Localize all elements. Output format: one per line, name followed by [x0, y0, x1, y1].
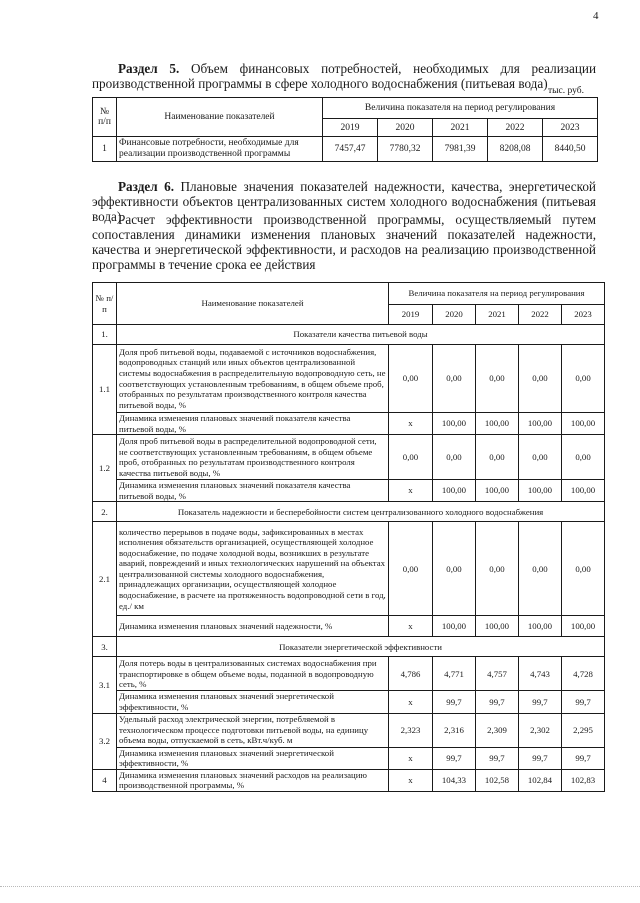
value-cell: 0,00 — [476, 522, 519, 616]
value-cell: 100,00 — [433, 616, 476, 637]
value-cell: 4,728 — [562, 657, 605, 691]
value-cell: x — [389, 480, 433, 502]
indicators-table — [92, 282, 605, 792]
value-cell: 0,00 — [562, 345, 605, 413]
row-number: 1.2 — [93, 435, 117, 502]
table-row — [93, 413, 605, 435]
value-cell: 0,00 — [519, 522, 562, 616]
value-cell: 4,757 — [476, 657, 519, 691]
value-cell: 99,7 — [476, 747, 519, 769]
t1-row-name: Финансовые потребности, необходимые для реализации производственной программы — [117, 137, 323, 162]
value-cell: 99,7 — [433, 747, 476, 769]
t2-year: 2020 — [433, 305, 476, 325]
page-number: 4 — [593, 10, 599, 22]
section-row — [93, 502, 605, 522]
row-number: 1. — [93, 325, 117, 345]
value-cell: 2,316 — [433, 713, 476, 747]
value-cell: 2,309 — [476, 713, 519, 747]
t2-year: 2021 — [476, 305, 519, 325]
value-cell: 99,7 — [476, 691, 519, 713]
value-cell: 99,7 — [562, 691, 605, 713]
t2-header-value: Величина показателя на период регулирования — [389, 283, 605, 305]
indicator-name: Доля проб питьевой воды, подаваемой с источников водоснабжения, водопроводных станций или иных объектов централизованной системы водоснабжения в распределительную водопроводную сеть, не соответствующих установленным требованиям, в общем объеме проб, отобранных по результатам производственного контроля качества питьевой воды, % — [117, 345, 389, 413]
indicator-name: Доля потерь воды в централизованных системах водоснабжения при транспортировке в общем объеме воды, поданной в водопроводную сеть, % — [117, 657, 389, 691]
t2-year: 2022 — [519, 305, 562, 325]
t2-year: 2023 — [562, 305, 605, 325]
t1-cell: 7780,32 — [378, 137, 433, 162]
value-cell: 0,00 — [519, 345, 562, 413]
t2-header-no: № п/ п — [93, 283, 117, 325]
value-cell: x — [389, 747, 433, 769]
section-title: Показатели качества питьевой воды — [117, 325, 605, 345]
value-cell: 100,00 — [476, 616, 519, 637]
value-cell: 100,00 — [476, 480, 519, 502]
section-row — [93, 637, 605, 657]
value-cell: 4,743 — [519, 657, 562, 691]
indicator-name: количество перерывов в подаче воды, зафиксированных в местах исполнения обязательств организацией, осуществляющей холодное водоснабжение, по подаче холодной воды, возникших в результате аварий, повреждений и иных технологических нарушений на объектах централизованной системы холодного водоснабжения, принадлежащих организации, осуществляющей холодное водоснабжение, в расчете на протяженность водопроводной сети в год, ед./ км — [117, 522, 389, 616]
value-cell: 102,58 — [476, 769, 519, 791]
value-cell: 99,7 — [519, 747, 562, 769]
value-cell: x — [389, 691, 433, 713]
indicator-name: Динамика изменения плановых значений энергетической эффективности, % — [117, 691, 389, 713]
value-cell: 0,00 — [389, 345, 433, 413]
row-number: 3.2 — [93, 713, 117, 769]
value-cell: x — [389, 769, 433, 791]
table-row — [93, 657, 605, 691]
value-cell: x — [389, 413, 433, 435]
t1-year: 2023 — [543, 119, 598, 137]
unit-label: тыс. руб. — [548, 86, 584, 96]
financial-needs-table — [92, 97, 598, 162]
value-cell: 102,84 — [519, 769, 562, 791]
indicator-name: Динамика изменения плановых значений расходов на реализацию производственной программы, % — [117, 769, 389, 791]
section-title: Показатели энергетической эффективности — [117, 637, 605, 657]
value-cell: 100,00 — [562, 480, 605, 502]
value-cell: 100,00 — [433, 413, 476, 435]
value-cell: 2,302 — [519, 713, 562, 747]
value-cell: 0,00 — [389, 522, 433, 616]
value-cell: 0,00 — [562, 435, 605, 480]
section5-label: Раздел 5. — [118, 61, 180, 76]
table-row — [93, 713, 605, 747]
section6-label: Раздел 6. — [118, 179, 174, 194]
table-row — [93, 435, 605, 480]
value-cell: 0,00 — [562, 522, 605, 616]
table-row — [93, 747, 605, 769]
value-cell: 4,786 — [389, 657, 433, 691]
row-number: 3. — [93, 637, 117, 657]
value-cell: 102,83 — [562, 769, 605, 791]
value-cell: 100,00 — [519, 616, 562, 637]
indicator-name: Доля проб питьевой воды в распределительной водопроводной сети, не соответствующих установленным требованиям, в общем объеме проб, отобранных по результатам производственного контроля качества питьевой воды, % — [117, 435, 389, 480]
value-cell: 0,00 — [476, 435, 519, 480]
t1-cell: 7981,39 — [433, 137, 488, 162]
t1-header-name: Наименование показателей — [117, 98, 323, 137]
table-row — [93, 616, 605, 637]
page-bottom-edge — [0, 886, 640, 887]
t1-cell: 8440,50 — [543, 137, 598, 162]
t1-header-no: № п/п — [93, 98, 117, 137]
value-cell: 100,00 — [562, 616, 605, 637]
t1-year: 2020 — [378, 119, 433, 137]
section5-text: Объем финансовых потребностей, необходимых для реализации производственной программы в сфере холодного водоснабжения (питьевая вода) — [92, 61, 597, 91]
section5-heading — [92, 61, 596, 91]
value-cell: 0,00 — [433, 435, 476, 480]
indicator-name: Удельный расход электрической энергии, потребляемой в технологическом процессе подготовки питьевой воды, на единицу объема воды, отпускаемой в сеть, кВт.ч/куб. м — [117, 713, 389, 747]
table-row — [93, 480, 605, 502]
value-cell: 99,7 — [562, 747, 605, 769]
t2-header-name: Наименование показателей — [117, 283, 389, 325]
value-cell: 100,00 — [476, 413, 519, 435]
row-number: 2. — [93, 502, 117, 522]
value-cell: 100,00 — [519, 480, 562, 502]
row-number: 1.1 — [93, 345, 117, 435]
section6-paragraph — [92, 212, 596, 272]
t1-cell: 7457,47 — [323, 137, 378, 162]
value-cell: 100,00 — [433, 480, 476, 502]
indicator-name: Динамика изменения плановых значений показателя качества питьевой воды, % — [117, 480, 389, 502]
table-row — [93, 522, 605, 616]
value-cell: x — [389, 616, 433, 637]
t1-cell: 8208,08 — [488, 137, 543, 162]
row-number: 2.1 — [93, 522, 117, 637]
value-cell: 4,771 — [433, 657, 476, 691]
section6-para2: Расчет эффективности производственной программы, осуществляемый путем сопоставления динамики изменения плановых значений показателей надежности, качества и энергетической эффективности, и расходов на реализацию производственной программы в течение срока ее действия — [92, 212, 596, 272]
t2-year: 2019 — [389, 305, 433, 325]
value-cell: 2,323 — [389, 713, 433, 747]
value-cell: 0,00 — [433, 345, 476, 413]
section-row — [93, 325, 605, 345]
value-cell: 99,7 — [433, 691, 476, 713]
row-number: 4 — [93, 769, 117, 791]
t1-year: 2021 — [433, 119, 488, 137]
value-cell: 100,00 — [562, 413, 605, 435]
row-number: 3.1 — [93, 657, 117, 713]
value-cell: 2,295 — [562, 713, 605, 747]
value-cell: 104,33 — [433, 769, 476, 791]
t1-row-no: 1 — [93, 137, 117, 162]
t1-header-value: Величина показателя на период регулирования — [323, 98, 598, 119]
table-row — [93, 769, 605, 791]
value-cell: 0,00 — [519, 435, 562, 480]
t1-year: 2019 — [323, 119, 378, 137]
value-cell: 0,00 — [476, 345, 519, 413]
indicator-name: Динамика изменения плановых значений энергетической эффективности, % — [117, 747, 389, 769]
value-cell: 0,00 — [433, 522, 476, 616]
section6-text: Плановые значения показателей надежности, качества, энергетической эффективности объектов централизованных систем холодного водоснабжения (питьевая вода). — [92, 179, 596, 224]
value-cell: 99,7 — [519, 691, 562, 713]
t1-year: 2022 — [488, 119, 543, 137]
table-row — [93, 345, 605, 413]
section-title: Показатель надежности и бесперебойности систем централизованного холодного водоснабжения — [117, 502, 605, 522]
indicator-name: Динамика изменения плановых значений надежности, % — [117, 616, 389, 637]
table-row — [93, 691, 605, 713]
value-cell: 100,00 — [519, 413, 562, 435]
indicator-name: Динамика изменения плановых значений показателя качества питьевой воды, % — [117, 413, 389, 435]
value-cell: 0,00 — [389, 435, 433, 480]
